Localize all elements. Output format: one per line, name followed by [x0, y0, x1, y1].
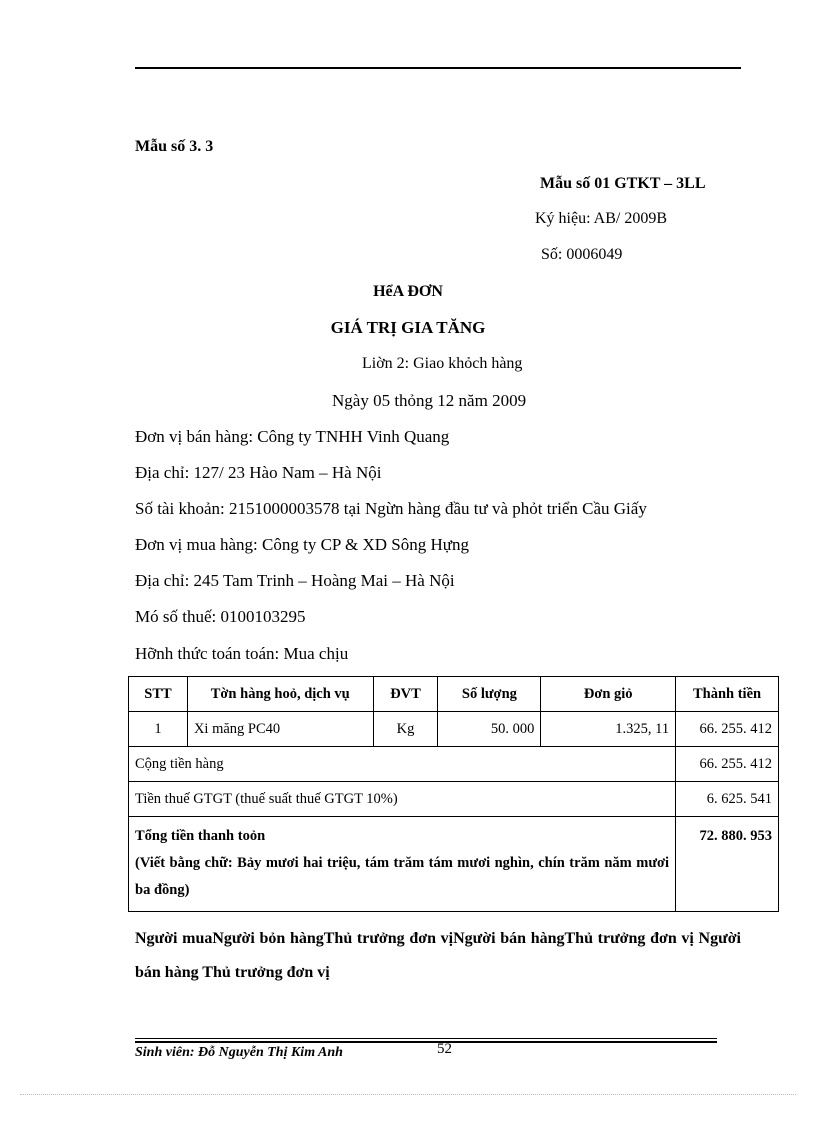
table-header-row: [129, 677, 779, 712]
total-value: 72. 880. 953: [676, 817, 779, 912]
page-edge: [20, 1094, 796, 1095]
footer-rule-thick: [135, 1041, 717, 1043]
row-unit: Kg: [373, 712, 438, 747]
signature-block: Người muaNgười bỏn hàngThủ trưởng đơn vịNgười bán hàngThủ trưởng đơn vị Người bán hàng Thủ trưởng đơn vị: [135, 930, 741, 981]
row-name: Xi măng PC40: [187, 712, 373, 747]
table-row: [129, 712, 779, 747]
total-label: Tổng tiền thanh toỏn: [135, 828, 266, 844]
invoice-subtitle: GIÁ TRỊ GIA TĂNG: [330, 318, 486, 337]
footer-rule-thin: [135, 1038, 717, 1039]
seller-name: Đơn vị bán hàng: Công ty TNHH Vinh Quang: [135, 427, 450, 446]
page-number: 52: [437, 1041, 452, 1057]
invoice-copy: Liờn 2: Giao khỏch hàng: [362, 355, 523, 372]
buyer-address: Địa chỉ: 245 Tam Trinh – Hoàng Mai – Hà Nội: [135, 571, 455, 590]
invoice-title: HểA ĐƠN: [373, 283, 443, 300]
buyer-name: Đơn vị mua hàng: Công ty CP & XD Sông Hựng: [135, 535, 469, 554]
col-header-amount: Thành tiền: [676, 677, 779, 712]
col-header-name: Tờn hàng hoỏ, dịch vụ: [187, 677, 373, 712]
invoice-symbol: Ký hiệu: AB/ 2009B: [535, 210, 668, 227]
col-header-qty: Số lượng: [438, 677, 541, 712]
form-code: Mẫu số 01 GTKT – 3LL: [540, 175, 706, 192]
footer-student: Sinh viên: Đỗ Nguyễn Thị Kim Anh: [135, 1045, 343, 1060]
col-header-unit: ĐVT: [373, 677, 438, 712]
invoice-table: [128, 676, 779, 912]
row-stt: 1: [129, 712, 188, 747]
subtotal-row: [129, 747, 779, 782]
total-cell: [129, 817, 676, 912]
seller-address: Địa chỉ: 127/ 23 Hào Nam – Hà Nội: [135, 463, 382, 482]
vat-row: [129, 782, 779, 817]
subtotal-value: 66. 255. 412: [676, 747, 779, 782]
vat-value: 6. 625. 541: [676, 782, 779, 817]
total-row: [129, 817, 779, 912]
vat-label: Tiền thuế GTGT (thuế suất thuế GTGT 10%): [129, 782, 676, 817]
payment-method: Hỡnh thức toán toán: Mua chịu: [135, 644, 349, 663]
col-header-price: Đơn giỏ: [541, 677, 676, 712]
form-label: Mẫu số 3. 3: [135, 138, 214, 155]
tax-code: Mó số thuế: 0100103295: [135, 607, 306, 626]
invoice-date: Ngày 05 thỏng 12 năm 2009: [332, 391, 527, 410]
subtotal-label: Cộng tiền hàng: [129, 747, 676, 782]
seller-account: Số tài khoản: 2151000003578 tại Ngừn hàng đầu tư và phỏt triển Cầu Giấy: [135, 499, 647, 518]
header-rule: [135, 67, 741, 69]
total-in-words: (Viết bằng chữ: Bảy mươi hai triệu, tám trăm tám mươi nghìn, chín trăm năm mươi ba đồng): [135, 855, 670, 898]
col-header-stt: STT: [129, 677, 188, 712]
invoice-number: Số: 0006049: [541, 246, 623, 263]
row-amount: 66. 255. 412: [676, 712, 779, 747]
row-qty: 50. 000: [438, 712, 541, 747]
row-price: 1.325, 11: [541, 712, 676, 747]
